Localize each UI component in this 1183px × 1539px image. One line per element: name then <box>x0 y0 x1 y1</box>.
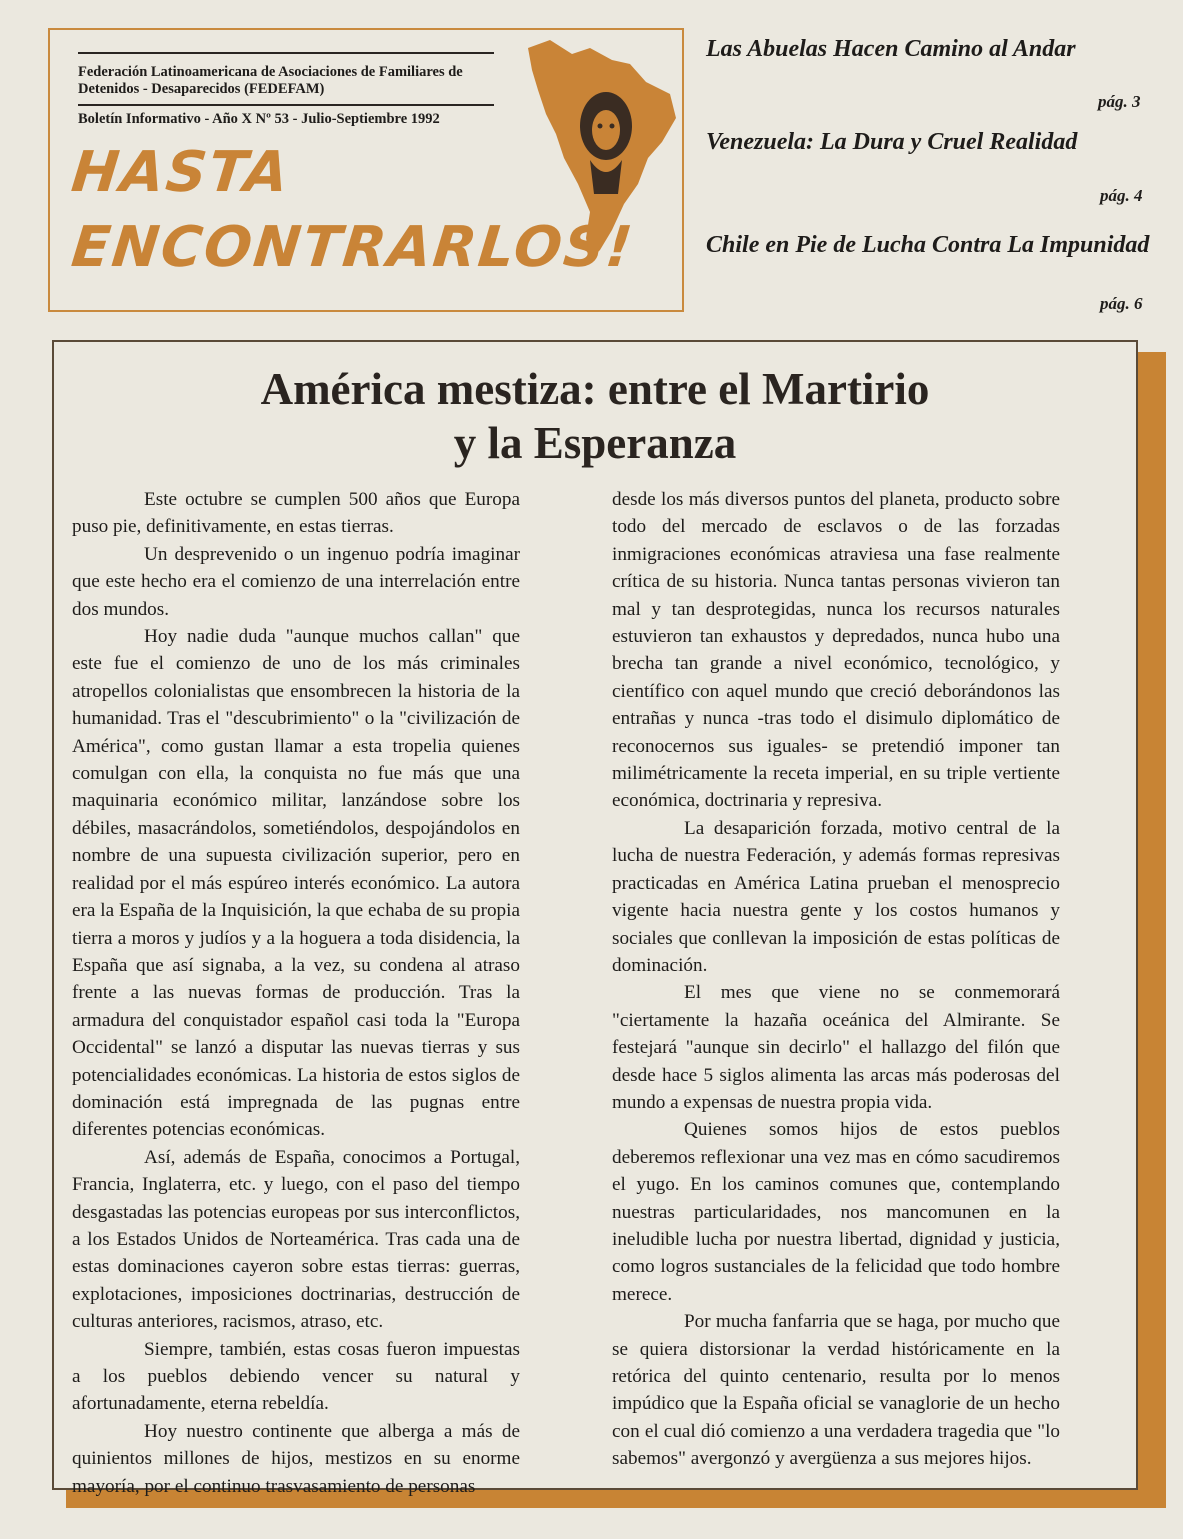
paragraph: Este octubre se cumplen 500 años que Europa puso pie, definitivamente, en estas tierras. <box>72 489 520 538</box>
title-line-1: HASTA <box>68 140 294 205</box>
article-column-right <box>612 486 1060 1473</box>
issue-info: Boletín Informativo - Año X Nº 53 - Julio-Septiembre 1992 <box>78 111 440 127</box>
article-headline <box>54 362 1136 470</box>
teaser-chile-page: pág. 6 <box>1100 294 1143 313</box>
organization-name: Federación Latinoamericana de Asociaciones de Familiares de Detenidos - Desaparecidos (FEDEFAM) <box>78 64 463 97</box>
headline-line-1: América mestiza: entre el Martirio <box>260 364 930 414</box>
paragraph: Por mucha fanfarria que se haga, por mucho que se quiera distorsionar la verdad históricamente en la retórica del quinto centenario, resulta por lo menos impúdico que la España oficial se vanaglorie de un hecho con el cual dió comienzo a una verdadera tragedia que "lo sabemos" avergonzó y avergüenza a sus mejores hijos. <box>612 1311 1060 1470</box>
paragraph-continuation: desde los más diversos puntos del planeta, producto sobre todo del mercado de esclavos o de las forzadas inmigraciones económicas atraviesa una fase realmente crítica de su historia. Nunca tantas personas vivieron tan mal y tan desprotegidas, nunca los recursos naturales estuvieron tan exhaustos y depredados, nunca hubo una brecha tan grande a nivel económico, tecnológico, y científico con aquel mundo que creció deborándonos las entrañas y nunca -tras todo el disimulo diplomático de reconocernos sus iguales- se pretendió imponer tan milimétricamente la receta imperial, en su triple vertiente económica, doctrinaria y represiva. <box>612 489 1060 812</box>
masthead <box>48 28 684 312</box>
paragraph: Hoy nuestro continente que alberga a más de quinientos millones de hijos, mestizos en su enorme mayoría, por el continuo trasvasamiento de personas <box>72 1420 520 1497</box>
masthead-rule-top <box>78 52 494 54</box>
paragraph: Así, además de España, conocimos a Portugal, Francia, Inglaterra, etc. y luego, con el paso del tiempo desgastadas las potencias europeas por sus interconflictos, a los Estados Unidos de Norteamérica. Tras cada una de estas dominaciones cayeron sobre estas tierras: guerras, explotaciones, imposiciones doctrinarias, destrucción de culturas anteriores, racismos, atraso, etc. <box>72 1146 520 1333</box>
title-line-2: ENCONTRARLOS! <box>68 215 638 280</box>
masthead-rule-middle <box>78 104 494 106</box>
article-column-left <box>72 486 520 1500</box>
main-article <box>52 340 1138 1497</box>
paragraph: Siempre, también, estas cosas fueron impuestas a los pueblos debiendo vencer su natural y afortunadamente, eterna rebeldía. <box>72 1338 520 1415</box>
paragraph: Un desprevenido o un ingenuo podría imaginar que este hecho era el comienzo de una interrelación entre dos mundos. <box>72 543 520 620</box>
teaser-chile: Chile en Pie de Lucha Contra La Impunidad <box>706 232 1150 258</box>
teaser-venezuela: Venezuela: La Dura y Cruel Realidad <box>706 129 1078 155</box>
paragraph: Hoy nadie duda "aunque muchos callan" que este fue el comienzo de uno de los más criminales atropellos colonialistas que ensombrecen la historia de la humanidad. Tras el "descubrimiento" o la "civilización de América", como gustan llamar a esta tropelia quienes comulgan con ella, la conquista no fue más que una maquinaria económico militar, lanzándose sobre los débiles, masacrándolos, sometiéndolos, despojándolos en nombre de una supuesta civilización superior, pero en realidad por el más espúreo interés económico. La autora era la España de la Inquisición, la que echaba de su propia tierra a moros y judíos y a la hoguera a toda disidencia, la España que así signaba, a la vez, su condena al atraso frente a las nuevas formas de producción. Tras la armadura del conquistador español casi toda la "Europa Occidental" se lanzó a disputar las nuevas tierras y sus potencialidades económicas. La historia de estos siglos de dominación está impregnada de las pugnas entre diferentes potencias económicas. <box>72 626 520 1141</box>
teaser-abuelas-page: pág. 3 <box>1098 92 1141 111</box>
latin-america-map-icon <box>520 34 680 264</box>
teaser-venezuela-page: pág. 4 <box>1100 186 1143 205</box>
paragraph: El mes que viene no se conmemorará "ciertamente la hazaña oceánica del Almirante. Se festejará "aunque sin decirlo" el hallazgo del filón que desde hace 5 siglos alimenta las arcas más poderosas del mundo a expensas de nuestra propia vida. <box>612 982 1060 1113</box>
paragraph: La desaparición forzada, motivo central de la lucha de nuestra Federación, y además formas represivas practicadas en América Latina prueban el menosprecio vigente hacia nuestra gente y los costos humanos y sociales que conllevan la imposición de estas políticas de dominación. <box>612 817 1060 976</box>
teaser-abuelas: Las Abuelas Hacen Camino al Andar <box>706 36 1076 62</box>
headline-line-2: y la Esperanza <box>453 418 737 468</box>
paragraph: Quienes somos hijos de estos pueblos deberemos reflexionar una vez mas en cómo sacudiremos el yugo. En los caminos comunes que, contemplando nuestras particularidades, nos mancomunen en la ineludible lucha por nuestra libertad, dignidad y justicia, como logros sustanciales de la felicidad que todo hombre merece. <box>612 1119 1060 1305</box>
